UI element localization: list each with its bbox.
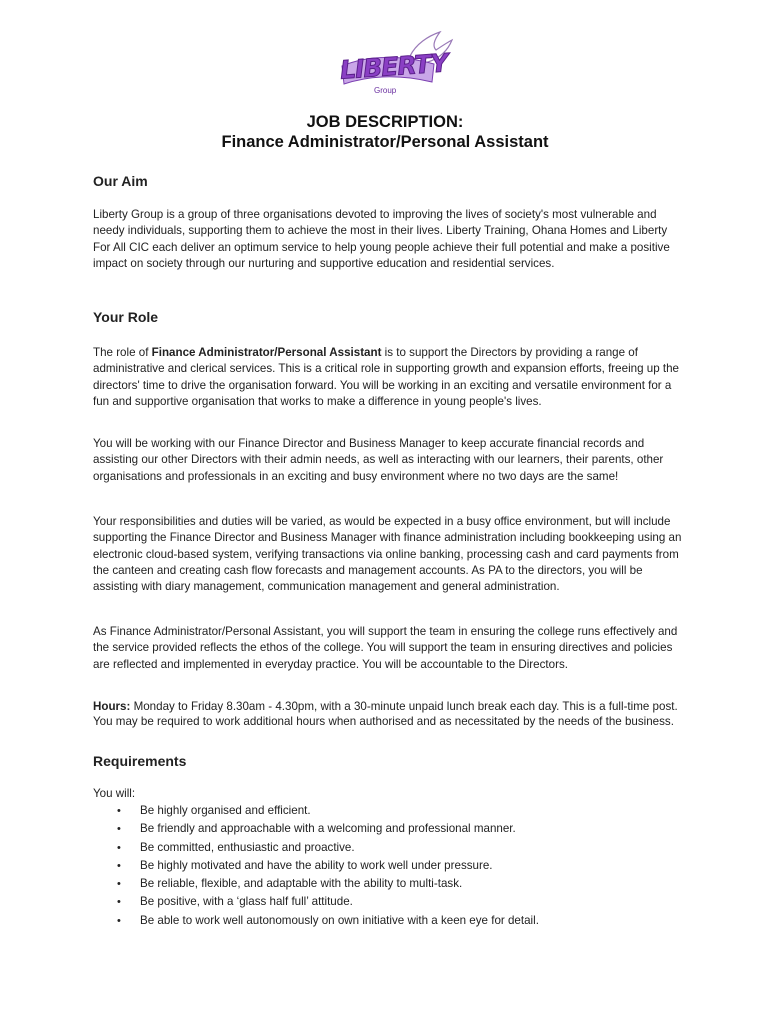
bullet-icon: • xyxy=(117,823,121,836)
list-item: • Be positive, with a ‘glass half full’ attitude. xyxy=(93,893,685,911)
list-item: • Be reliable, flexible, and adaptable with the ability to multi-task. xyxy=(93,875,685,893)
bullet-icon: • xyxy=(117,896,121,909)
section-heading-role: Your Role xyxy=(93,309,159,325)
role-paragraph-3: Your responsibilities and duties will be varied, as would be expected in a busy office environment, but will include supporting the Finance Director and Business Manager with finance administration including bookkeeping using an electronic cloud-based system, verifying transactions via online banking, processing cash and card payments from the canteen and creating cash flow forecasts and management accounts. As PA to the directors, you will be assisting with diary management, communication management and general administration. xyxy=(93,515,682,594)
title-line-2: Finance Administrator/Personal Assistant xyxy=(221,133,549,151)
list-item: • Be friendly and approachable with a welcoming and professional manner. xyxy=(93,820,685,838)
hours-label: Hours: xyxy=(93,700,131,713)
title-line-1: JOB DESCRIPTION: xyxy=(306,113,464,131)
bullet-icon: • xyxy=(117,859,121,872)
role-paragraph-1 xyxy=(93,345,685,410)
role-p1-rest: is to support the Directors by providing a range of administrative and clerical services. This is a critical role in supporting growth and expansion efforts, freeing up the directors' time to drive the organisation forward. You will be working in an exciting and versatile environment for a fun and supportive organisation that works to make a difference in young people's lives. xyxy=(93,346,679,408)
role-paragraph-4: As Finance Administrator/Personal Assistant, you will support the team in ensuring the college runs effectively and the service provided reflects the ethos of the college. You will support the team in ensuring directives and policies are reflected and implemented in everyday practice. You will be accountable to the Directors. xyxy=(93,625,678,671)
logo-subtext: Group xyxy=(374,86,397,95)
bullet-icon: • xyxy=(117,841,121,854)
requirements-list xyxy=(93,802,685,930)
logo-wordmark: LIBERTY xyxy=(339,48,449,85)
bullet-icon: • xyxy=(117,878,121,891)
bullet-icon: • xyxy=(117,805,121,817)
list-item: • Be committed, enthusiastic and proactive. xyxy=(93,839,685,857)
list-item: • Be highly organised and efficient. xyxy=(93,802,685,820)
role-p1-prefix: The role of xyxy=(93,346,152,359)
section-heading-requirements: Requirements xyxy=(93,753,187,769)
list-item: • Be highly motivated and have the ability to work well under pressure. xyxy=(93,857,685,875)
role-p1-bold: Finance Administrator/Personal Assistant xyxy=(151,346,382,359)
document-title xyxy=(0,112,770,152)
requirements-intro: You will: xyxy=(93,787,136,800)
liberty-group-logo xyxy=(336,26,454,98)
hours-paragraph xyxy=(93,700,685,729)
role-paragraph-2: You will be working with our Finance Director and Business Manager to keep accurate financial records and assisting our other Directors with their admin needs, as well as interacting with our learners, their parents, other organisations and professionals in an exciting and busy environment where no two days are the same! xyxy=(93,437,664,483)
aim-paragraph: Liberty Group is a group of three organisations devoted to improving the lives of society's most vulnerable and needy individuals, supporting them to achieve the most in their lives. Liberty Training, Ohana Homes and Liberty For All CIC each deliver an optimum service to help young people achieve their full potential and make a positive impact on society through our nurturing and supportive education and residential services. xyxy=(93,208,670,270)
list-item: • Be able to work well autonomously on own initiative with a keen eye for detail. xyxy=(93,912,685,930)
hours-text: Monday to Friday 8.30am - 4.30pm, with a 30-minute unpaid lunch break each day. This is a full-time post. You may be required to work additional hours when authorised and as necessitated by the needs of the business. xyxy=(93,700,678,728)
bullet-icon: • xyxy=(117,914,121,927)
section-heading-aim: Our Aim xyxy=(93,173,148,189)
